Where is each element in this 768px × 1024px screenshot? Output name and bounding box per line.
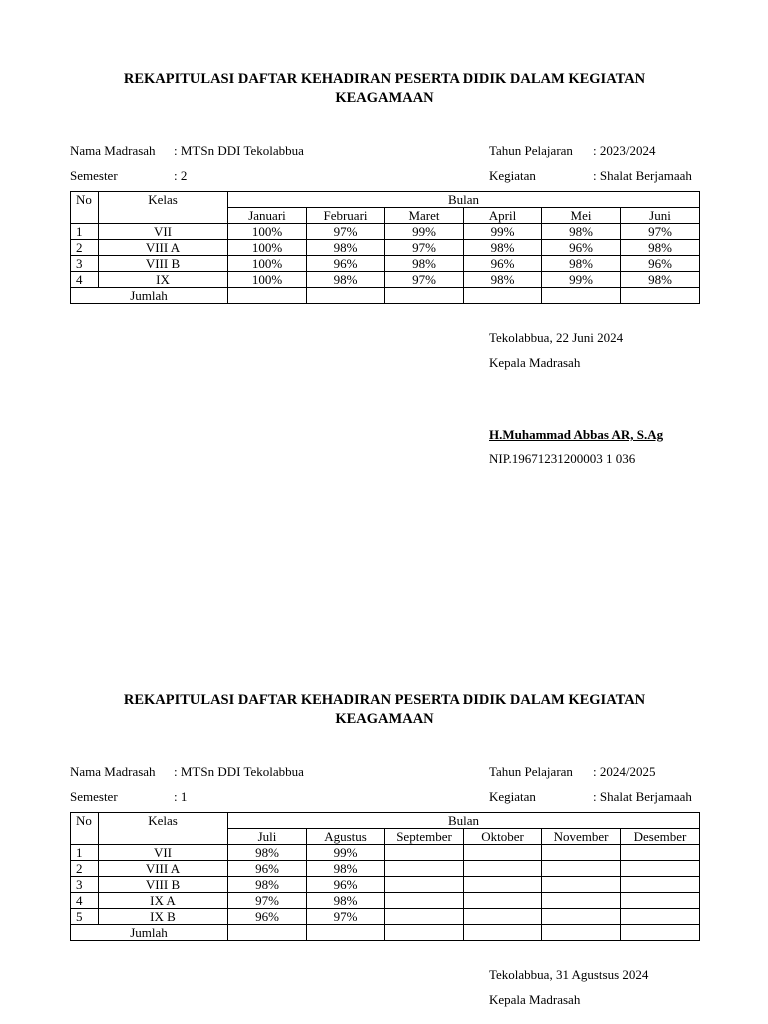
sign-position: Kepala Madrasah: [489, 355, 581, 370]
row-value: [621, 909, 700, 925]
month-header: Oktober: [464, 829, 542, 845]
row-value: 100%: [228, 272, 307, 288]
total-cell: [542, 925, 621, 941]
row-value: [385, 909, 464, 925]
row-value: [621, 877, 700, 893]
semester-value: : 1: [174, 789, 188, 804]
total-cell: [385, 288, 464, 304]
row-value: 97%: [385, 272, 464, 288]
row-no: 4: [71, 893, 99, 909]
nama-madrasah-value: : MTSn DDI Tekolabbua: [174, 143, 304, 158]
row-kelas: IX B: [99, 909, 228, 925]
sign-place-date: Tekolabbua, 31 Agustsus 2024: [489, 967, 649, 982]
row-value: 98%: [228, 877, 307, 893]
row-value: 97%: [385, 240, 464, 256]
row-value: 100%: [228, 240, 307, 256]
header-bulan: Bulan: [228, 813, 700, 829]
nama-madrasah-label: Nama Madrasah: [70, 143, 156, 158]
row-value: 98%: [307, 240, 385, 256]
header-no: No: [71, 813, 99, 845]
row-value: [385, 861, 464, 877]
row-value: [464, 845, 542, 861]
tahun-pelajaran-label: Tahun Pelajaran: [489, 143, 573, 158]
sign-position: Kepala Madrasah: [489, 992, 581, 1007]
table-header-row: [71, 813, 700, 829]
header-no: No: [71, 192, 99, 224]
row-value: 96%: [464, 256, 542, 272]
attendance-table: [70, 812, 700, 941]
month-header: April: [464, 208, 542, 224]
table-row: [71, 272, 700, 288]
total-cell: [228, 288, 307, 304]
attendance-table: [70, 191, 700, 304]
row-value: [542, 861, 621, 877]
row-value: [542, 877, 621, 893]
month-header: Agustus: [307, 829, 385, 845]
row-value: 99%: [464, 224, 542, 240]
row-no: 5: [71, 909, 99, 925]
document-meta: [70, 143, 699, 193]
kegiatan-label: Kegiatan: [489, 168, 536, 183]
row-value: [621, 861, 700, 877]
row-value: 96%: [307, 256, 385, 272]
row-kelas: VII: [99, 845, 228, 861]
semester-label: Semester: [70, 168, 118, 183]
table-row: [71, 909, 700, 925]
total-cell: [307, 288, 385, 304]
kegiatan-value: : Shalat Berjamaah: [593, 168, 692, 183]
row-value: 96%: [621, 256, 700, 272]
row-value: [621, 845, 700, 861]
row-value: 99%: [307, 845, 385, 861]
row-value: [385, 877, 464, 893]
row-no: 2: [71, 861, 99, 877]
jumlah-label: Jumlah: [71, 925, 228, 941]
row-no: 1: [71, 845, 99, 861]
semester-label: Semester: [70, 789, 118, 804]
row-no: 4: [71, 272, 99, 288]
row-kelas: IX: [99, 272, 228, 288]
row-value: [464, 893, 542, 909]
row-kelas: VIII A: [99, 861, 228, 877]
row-value: 98%: [307, 861, 385, 877]
row-kelas: VIII B: [99, 877, 228, 893]
row-value: 97%: [307, 909, 385, 925]
row-value: 96%: [542, 240, 621, 256]
total-cell: [385, 925, 464, 941]
header-kelas: Kelas: [99, 813, 228, 845]
row-value: 98%: [464, 272, 542, 288]
tahun-pelajaran-label: Tahun Pelajaran: [489, 764, 573, 779]
table-row: [71, 861, 700, 877]
table-total-row: [71, 925, 700, 941]
row-value: 98%: [385, 256, 464, 272]
row-value: 96%: [307, 877, 385, 893]
row-value: 98%: [464, 240, 542, 256]
total-cell: [464, 288, 542, 304]
month-header: Februari: [307, 208, 385, 224]
recap-section-2: [70, 691, 699, 1007]
row-value: [621, 893, 700, 909]
row-kelas: VIII A: [99, 240, 228, 256]
table-row: [71, 877, 700, 893]
table-row: [71, 224, 700, 240]
row-value: [542, 845, 621, 861]
total-cell: [464, 925, 542, 941]
row-value: 98%: [307, 272, 385, 288]
row-kelas: VIII B: [99, 256, 228, 272]
row-value: 98%: [307, 893, 385, 909]
row-value: 98%: [542, 256, 621, 272]
sign-place-date: Tekolabbua, 22 Juni 2024: [489, 330, 624, 345]
row-value: 96%: [228, 909, 307, 925]
kegiatan-label: Kegiatan: [489, 789, 536, 804]
header-bulan: Bulan: [228, 192, 700, 208]
total-cell: [621, 288, 700, 304]
total-cell: [542, 288, 621, 304]
nama-madrasah-label: Nama Madrasah: [70, 764, 156, 779]
month-header: September: [385, 829, 464, 845]
table-total-row: [71, 288, 700, 304]
row-value: 97%: [228, 893, 307, 909]
month-header: Desember: [621, 829, 700, 845]
header-kelas: Kelas: [99, 192, 228, 224]
row-value: [464, 877, 542, 893]
month-header: Juni: [621, 208, 700, 224]
row-value: [464, 909, 542, 925]
month-header: Januari: [228, 208, 307, 224]
row-value: 98%: [621, 240, 700, 256]
row-kelas: IX A: [99, 893, 228, 909]
month-header: Juli: [228, 829, 307, 845]
row-value: 99%: [385, 224, 464, 240]
signer-name: H.Muhammad Abbas AR, S.Ag: [489, 427, 664, 442]
row-no: 2: [71, 240, 99, 256]
row-no: 3: [71, 877, 99, 893]
row-value: 98%: [228, 845, 307, 861]
row-value: 97%: [621, 224, 700, 240]
row-value: [542, 893, 621, 909]
kegiatan-value: : Shalat Berjamaah: [593, 789, 692, 804]
table-row: [71, 845, 700, 861]
row-value: [385, 845, 464, 861]
row-value: 100%: [228, 256, 307, 272]
row-value: [464, 861, 542, 877]
row-value: [542, 909, 621, 925]
row-value: 99%: [542, 272, 621, 288]
table-row: [71, 256, 700, 272]
month-header: Mei: [542, 208, 621, 224]
row-value: 98%: [621, 272, 700, 288]
table-header-row: [71, 192, 700, 208]
jumlah-label: Jumlah: [71, 288, 228, 304]
document-title: REKAPITULASI DAFTAR KEHADIRAN PESERTA DIDIK DALAM KEGIATAN KEAGAMAAN: [123, 692, 646, 727]
document-title: REKAPITULASI DAFTAR KEHADIRAN PESERTA DIDIK DALAM KEGIATAN KEAGAMAAN: [123, 71, 646, 106]
tahun-pelajaran-value: : 2024/2025: [593, 764, 656, 779]
row-no: 1: [71, 224, 99, 240]
row-kelas: VII: [99, 224, 228, 240]
total-cell: [228, 925, 307, 941]
document-meta: [70, 764, 699, 814]
table-row: [71, 240, 700, 256]
row-value: 98%: [542, 224, 621, 240]
row-value: 100%: [228, 224, 307, 240]
row-value: [385, 893, 464, 909]
nama-madrasah-value: : MTSn DDI Tekolabbua: [174, 764, 304, 779]
row-value: 96%: [228, 861, 307, 877]
row-value: 97%: [307, 224, 385, 240]
semester-value: : 2: [174, 168, 188, 183]
table-row: [71, 893, 700, 909]
row-no: 3: [71, 256, 99, 272]
total-cell: [307, 925, 385, 941]
tahun-pelajaran-value: : 2023/2024: [593, 143, 656, 158]
month-header: November: [542, 829, 621, 845]
recap-section-1: [70, 70, 699, 466]
month-header: Maret: [385, 208, 464, 224]
signer-nip: NIP.19671231200003 1 036: [489, 451, 636, 466]
total-cell: [621, 925, 700, 941]
